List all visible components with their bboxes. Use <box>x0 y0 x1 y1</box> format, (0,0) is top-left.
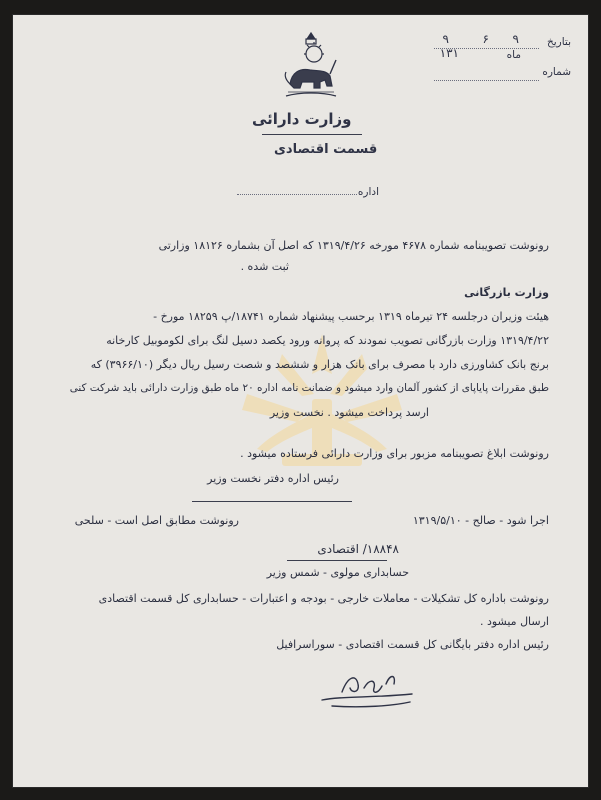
sent-line: ارسال میشود . <box>479 615 549 628</box>
number-label: شماره <box>542 66 571 78</box>
distribution-line: رونوشت باداره کل تشکیلات - معاملات خارجی - بودجه و اعتبارات - حسابداری کل قسمت اقتصادی <box>98 592 549 605</box>
office-head-signature-line: رئیس اداره دفتر نخست وزیر <box>207 472 339 485</box>
addressee: وزارت بازرگانی <box>464 286 549 299</box>
reference-underline <box>287 560 387 561</box>
body-line-2: ثبت شده . <box>240 260 289 273</box>
body-line-1: رونوشت تصویبنامه شماره ۴۶۷۸ مورخه ۱۳۱۹/۴/۲۶ که اصل آن بشماره ۱۸۱۲۶ وزارتی <box>158 239 549 252</box>
paragraph-line-1: هیئت وزیران درجلسه ۲۴ تیرماه ۱۳۱۹ برحسب پیشنهاد شماره ۱۸۷۴۱/پ ۱۸۲۵۹ مورخ - <box>153 310 549 323</box>
execute-order-line: اجرا شود - صالح - ۱۳۱۹/۵/۱۰ <box>412 514 549 527</box>
office-line <box>237 194 357 195</box>
archive-head-line: رئیس اداره دفتر بایگانی کل قسمت اقتصادی - سوراسرافیل <box>276 638 549 651</box>
year-value: ۱۳۱ <box>439 46 459 60</box>
date-month-2: ۹ <box>442 32 449 46</box>
handwritten-signature <box>312 666 422 712</box>
reference-number: ۱۸۸۴۸/ اقتصادی <box>317 542 399 556</box>
office-label: اداره <box>357 186 379 198</box>
paragraph-line-2: ۱۳۱۹/۴/۲۲ وزارت بازرگانی تصویب نمودند که پروانه ورود یکصد دسیل لنگ برای لکوموبیل کارخانه <box>106 334 549 347</box>
date-label: بتاریخ <box>546 36 571 48</box>
separator-line <box>192 501 352 502</box>
department-title: قسمت اقتصادی <box>274 142 378 157</box>
date-day: ۹ <box>512 32 519 46</box>
date-line <box>434 48 539 49</box>
paragraph-line-4: طبق مقررات پایاپای از کشور آلمان وارد میشود و ضمانت نامه اداره ۲۰ ماه طبق وزارت دارائی باید شرکت کنی <box>69 382 549 394</box>
ministry-title: وزارت دارائی <box>252 110 352 128</box>
number-line <box>434 80 539 81</box>
transmittal-line: رونوشت ابلاغ تصویبنامه مزبور برای وزارت دارائی فرستاده میشود . <box>240 447 549 460</box>
date-month: ۶ <box>482 32 489 46</box>
true-copy-line: رونوشت مطابق اصل است - سلحی <box>74 514 239 527</box>
document-page <box>12 14 589 788</box>
lion-and-sun-emblem <box>280 30 342 100</box>
paragraph-line-5: ارسد پرداخت میشود . نخست وزیر <box>269 406 429 419</box>
title-underline <box>262 134 362 135</box>
accountant-line: حسابداری مولوی - شمس وزیر <box>266 566 409 579</box>
paragraph-line-3: برنج بانک کشاورزی دارد با مصرف برای بانک هزار و ششصد و شصت رسیل ریال دیگر (۳۹۶۶/۱۰) که <box>90 358 549 371</box>
month-label: ماه <box>506 49 521 61</box>
